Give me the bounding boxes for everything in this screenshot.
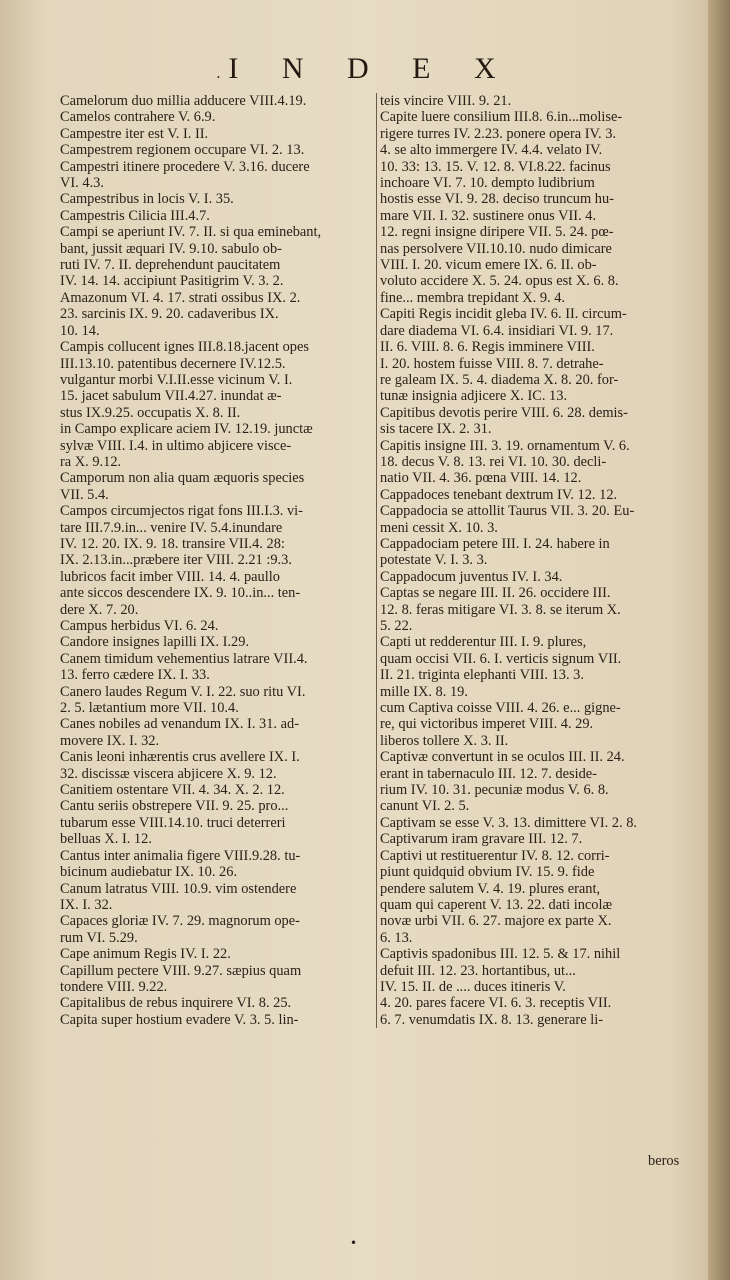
index-line: IV. 12. 20. IX. 9. 18. transire VII.4. 28: (60, 535, 285, 552)
index-line: bant, jussit æquari IV. 9.10. sabulo ob- (60, 240, 282, 257)
index-line: Captivi ut restituerentur IV. 8. 12. corri- (380, 847, 610, 864)
index-column-left (60, 93, 366, 1028)
index-line: Canis leoni inhærentis crus avellere IX. I. (60, 749, 300, 766)
index-line: Capitis insigne III. 3. 19. ornamentum V. 6. (380, 437, 630, 454)
index-line: Canes nobiles ad venandum IX. I. 31. ad- (60, 716, 299, 733)
index-line: potestate V. I. 3. 3. (380, 552, 488, 569)
index-line: IV. 15. II. de .... duces itineris V. (380, 978, 566, 995)
index-line: in Campo explicare aciem IV. 12.19. junctæ (60, 421, 313, 438)
index-line: VII. 5.4. (60, 486, 109, 503)
index-line: 4. se alto immergere IV. 4.4. velato IV. (380, 142, 603, 159)
index-line: Campos circumjectos rigat fons III.I.3. vi- (60, 503, 303, 520)
index-line: mare VII. I. 32. sustinere onus VII. 4. (380, 207, 597, 224)
index-line: Capiti Regis incidit gleba IV. 6. II. circum- (380, 306, 627, 323)
index-line: Campi se aperiunt IV. 7. II. si qua eminebant, (60, 224, 322, 241)
index-line: 2. 5. lætantium more VII. 10.4. (60, 700, 239, 717)
index-line: Capaces gloriæ IV. 7. 29. magnorum ope- (60, 913, 300, 930)
index-line: Canero laudes Regum V. I. 22. suo ritu VI. (60, 683, 306, 700)
index-line: dere X. 7. 20. (60, 601, 139, 618)
index-line: voluto accidere X. 5. 24. opus est X. 6. 8. (380, 273, 619, 290)
index-line: quam occisi VII. 6. I. verticis signum VII. (380, 650, 622, 667)
index-line: meni cessit X. 10. 3. (380, 519, 498, 536)
index-line: 6. 7. venumdatis IX. 8. 13. generare li- (380, 1011, 603, 1028)
index-line: Candore insignes lapilli IX. I.29. (60, 634, 250, 651)
index-line: rigere turres IV. 2.23. ponere opera IV. 3. (380, 125, 617, 142)
page-header (0, 52, 730, 86)
index-line: Capite luere consilium III.8. 6.in...molise- (380, 109, 623, 126)
index-line: piunt quidquid obvium IV. 15. 9. fide (380, 864, 595, 881)
index-line: Captivis spadonibus III. 12. 5. & 17. nihil (380, 946, 621, 963)
index-line: 10. 33: 13. 15. V. 12. 8. VI.8.22. facinus (380, 158, 611, 175)
index-line: 32. discissæ viscera abjicere X. 9. 12. (60, 765, 277, 782)
index-line: ante siccos descendere IX. 9. 10..in... ten- (60, 585, 301, 602)
index-line: Campestrem regionem occupare VI. 2. 13. (60, 142, 305, 159)
index-line: dare diadema VI. 6.4. insidiari VI. 9. 17. (380, 322, 614, 339)
index-line: pendere salutem V. 4. 19. plures erant, (380, 880, 601, 897)
index-line: Cantus inter animalia figere VIII.9.28. tu- (60, 847, 301, 864)
index-line: belluas X. I. 12. (60, 831, 152, 848)
index-line: 23. sarcinis IX. 9. 20. cadaveribus IX. (60, 306, 279, 323)
index-line: 15. jacet sabulum VII.4.27. inundat æ- (60, 388, 282, 405)
index-line: lubricos facit imber VIII. 14. 4. paullo (60, 568, 280, 585)
index-line: Campis collucent ignes III.8.18.jacent opes (60, 339, 309, 356)
index-line: 4. 20. pares facere VI. 6. 3. receptis VII. (380, 995, 612, 1012)
index-line: 10. 14. (60, 322, 100, 339)
index-line: tare III.7.9.in... venire IV. 5.4.inundare (60, 519, 283, 536)
index-line: re, qui victoribus imperet VIII. 4. 29. (380, 716, 594, 733)
index-line: VIII. I. 20. vicum emere IX. 6. II. ob- (380, 257, 597, 274)
index-line: Captivam se esse V. 3. 13. dimittere VI. 2. 8. (380, 814, 638, 831)
index-line: Campestris Cilicia III.4.7. (60, 207, 210, 224)
index-line: teis vincire VIII. 9. 21. (380, 93, 512, 109)
index-line: Camelorum duo millia adducere VIII.4.19. (60, 93, 307, 109)
index-line: 12. regni insigne diripere VII. 5. 24. pœ- (380, 224, 614, 241)
index-line: re galeam IX. 5. 4. diadema X. 8. 20. for- (380, 371, 619, 388)
index-line: Amazonum VI. 4. 17. strati ossibus IX. 2. (60, 289, 301, 306)
index-line: canunt VI. 2. 5. (380, 798, 470, 815)
index-line: Captivarum iram gravare III. 12. 7. (380, 831, 583, 848)
index-line: cum Captiva coisse VIII. 4. 26. e... gigne- (380, 700, 621, 717)
catchword: beros (648, 1153, 680, 1169)
index-column-right (376, 93, 692, 1028)
index-line: Capitibus devotis perire VIII. 6. 28. demis- (380, 404, 628, 421)
index-line: Campestre iter est V. I. II. (60, 125, 209, 142)
index-line: natio VII. 4. 36. pœna VIII. 14. 12. (380, 470, 582, 487)
index-line: Cantu seriis obstrepere VII. 9. 25. pro... (60, 798, 289, 815)
index-line: fine... membra trepidant X. 9. 4. (380, 289, 566, 306)
index-line: Cappadocum juventus IV. I. 34. (380, 568, 563, 585)
index-line: ra X. 9.12. (60, 453, 122, 470)
page-gutter (708, 0, 730, 1280)
index-line: vulgantur morbi V.I.II.esse vicinum V. I. (60, 371, 293, 388)
index-line: Captivæ convertunt in se oculos III. II. 24. (380, 749, 625, 766)
index-line: defuit III. 12. 23. hortantibus, ut... (380, 962, 576, 979)
index-line: Cape animum Regis IV. I. 22. (60, 946, 231, 963)
index-line: stus IX.9.25. occupatis X. 8. II. (60, 404, 241, 421)
index-line: Canem timidum vehementius latrare VII.4. (60, 650, 308, 667)
index-line: IX. 2.13.in...præbere iter VIII. 2.21 :9.3. (60, 552, 292, 569)
index-line: inchoare VI. 7. 10. dempto ludibrium (380, 175, 595, 192)
index-line: VI. 4.3. (60, 175, 104, 192)
index-line: sis tacere IX. 2. 31. (380, 421, 492, 438)
index-line: IV. 14. 14. accipiunt Pasitigrim V. 3. 2. (60, 273, 284, 290)
index-line: Cappadoces tenebant dextrum IV. 12. 12. (380, 486, 618, 503)
index-line: rum VI. 5.29. (60, 929, 138, 946)
index-line: Captas se negare III. II. 26. occidere III. (380, 585, 611, 602)
index-line: II. 6. VIII. 8. 6. Regis imminere VIII. (380, 339, 595, 356)
index-line: nas persolvere VII.10.10. nudo dimicare (380, 240, 612, 257)
index-line: mille IX. 8. 19. (380, 683, 468, 700)
index-line: Cappadociam petere III. I. 24. habere in (380, 535, 610, 552)
index-line: Canum latratus VIII. 10.9. vim ostendere (60, 880, 297, 897)
header-title: I N D E X (228, 52, 514, 85)
index-line: IX. I. 32. (60, 896, 113, 913)
index-line: 5. 22. (380, 618, 413, 634)
index-line: I. 20. hostem fuisse VIII. 8. 7. detrahe- (380, 355, 604, 372)
index-line: bicinum audiebatur IX. 10. 26. (60, 864, 238, 881)
index-line: ruti IV. 7. II. deprehendunt paucitatem (60, 257, 281, 274)
index-line: Capita super hostium evadere V. 3. 5. lin- (60, 1011, 299, 1028)
index-line: novæ urbi VII. 6. 27. majore ex parte X. (380, 913, 612, 930)
index-line: II. 21. triginta elephanti VIII. 13. 3. (380, 667, 584, 684)
index-line: liberos tollere X. 3. II. (380, 732, 509, 749)
index-line: 18. decus V. 8. 13. rei VI. 10. 30. decli- (380, 453, 607, 470)
index-line: III.13.10. patentibus decernere IV.12.5. (60, 355, 286, 372)
index-line: Campestribus in locis V. I. 35. (60, 191, 234, 208)
index-line: Capti ut redderentur III. I. 9. plures, (380, 634, 587, 651)
index-line: 6. 13. (380, 929, 413, 946)
index-line: movere IX. I. 32. (60, 732, 160, 749)
index-line: tondere VIII. 9.22. (60, 978, 168, 995)
index-line: tubarum esse VIII.14.10. truci deterreri (60, 814, 286, 831)
index-line: 13. ferro cædere IX. I. 33. (60, 667, 210, 684)
index-line: Camporum non alia quam æquoris species (60, 470, 305, 487)
index-line: Camelos contrahere V. 6.9. (60, 109, 216, 126)
index-line: tunæ insignia adjicere X. IC. 13. (380, 388, 568, 405)
index-line: Capitalibus de rebus inquirere VI. 8. 25. (60, 995, 292, 1012)
index-line: Cappadocia se attollit Taurus VII. 3. 20. Eu- (380, 503, 635, 520)
index-line: erant in tabernaculo III. 12. 7. deside- (380, 765, 597, 782)
index-line: Capillum pectere VIII. 9.27. sæpius quam (60, 962, 302, 979)
index-line: Campus herbidus VI. 6. 24. (60, 618, 219, 634)
index-line: Canitiem ostentare VII. 4. 34. X. 2. 12. (60, 782, 285, 799)
index-line: hostis esse VI. 9. 28. deciso truncum hu- (380, 191, 614, 208)
index-line: quam qui caperent V. 13. 22. dati incolæ (380, 896, 613, 913)
header-lead-mark: . (216, 65, 221, 82)
index-line: rium IV. 10. 31. pecuniæ modus V. 6. 8. (380, 782, 609, 799)
footer-mark: • (350, 1236, 358, 1250)
index-line: Campestri itinere procedere V. 3.16. ducere (60, 158, 310, 175)
index-line: sylvæ VIII. I.4. in ultimo abjicere visce- (60, 437, 292, 454)
index-line: 12. 8. feras mitigare VI. 3. 8. se iterum X. (380, 601, 621, 618)
